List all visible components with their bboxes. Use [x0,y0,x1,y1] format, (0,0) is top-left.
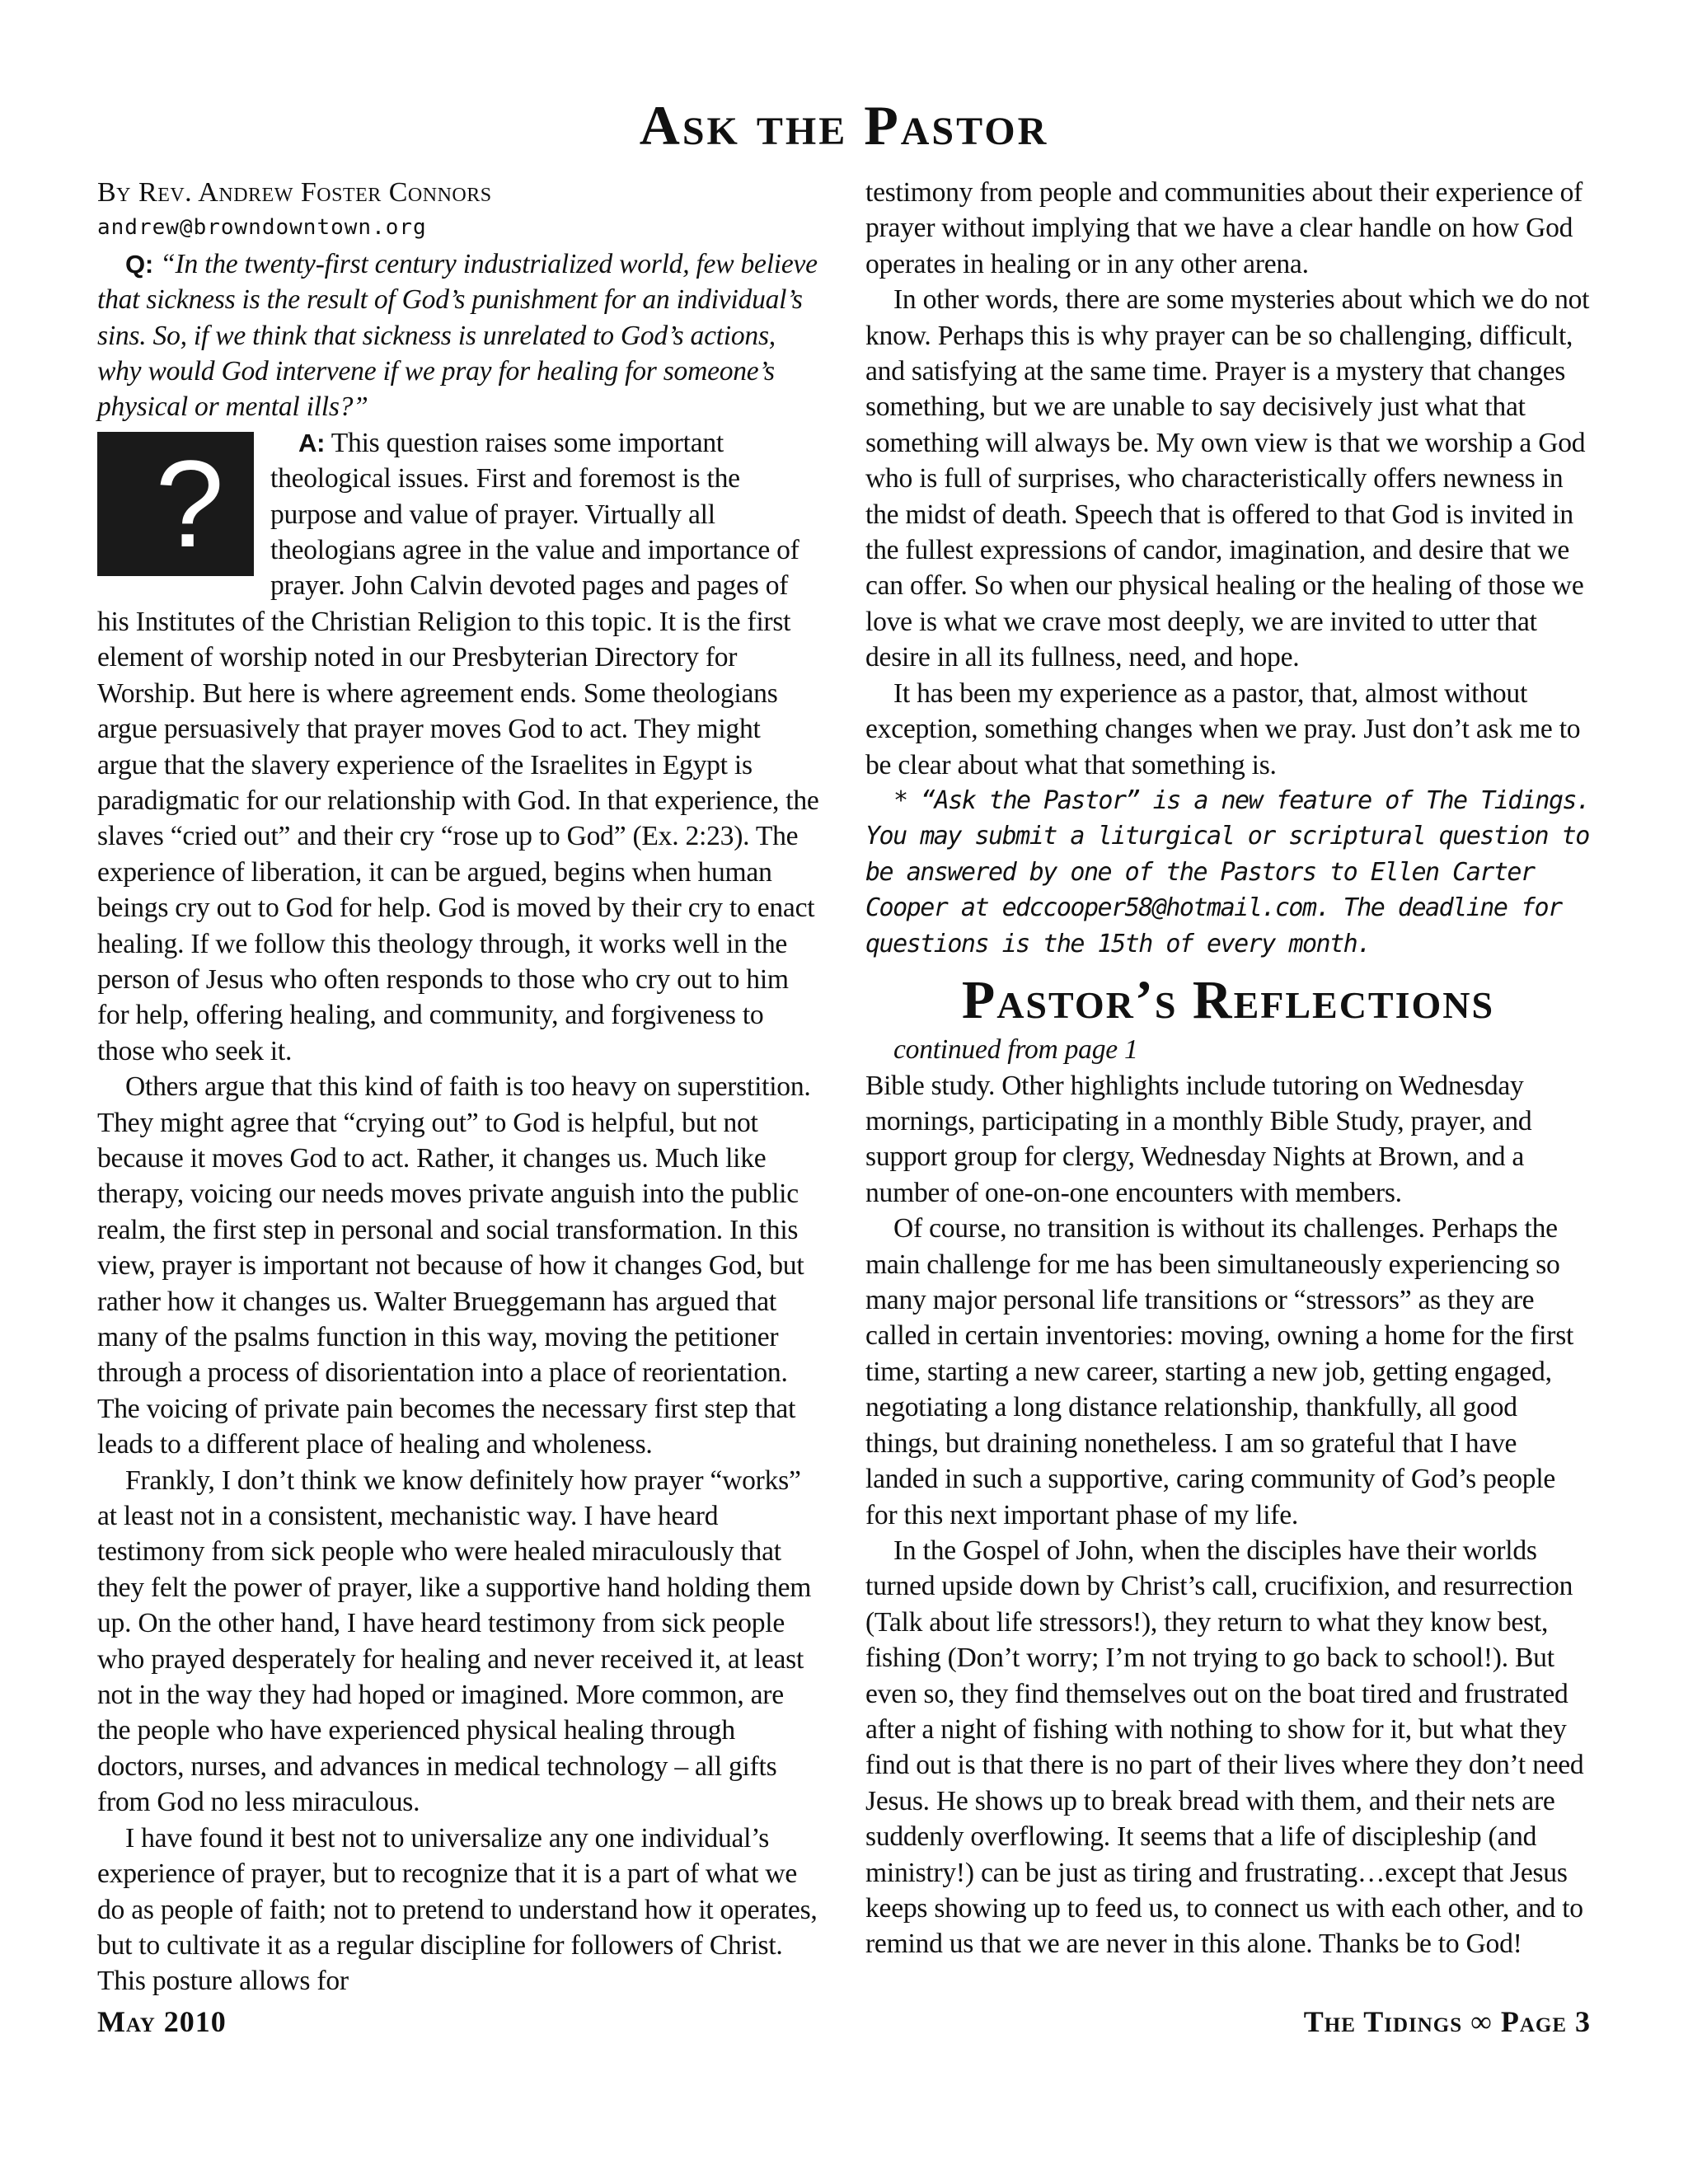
right-column [865,175,1591,1962]
continued-note: continued from page 1 [893,1034,1138,1066]
page-number: Page 3 [1500,2005,1591,2038]
question-label: Q: [125,249,153,279]
submission-note: * “Ask the Pastor” is a new feature of The Tidings. You may submit a liturgical or scriptural question to be answered by one of the Pastors to Ellen Carter Cooper at edccooper58@hotmail.com. The deadline for questions is the 15th of every month. [865,785,1590,958]
answer-text: This question raises some important theological issues. First and foremost is the purpose and value of prayer. Virtually all theologians agree in the value and importance of prayer. John Calvin devoted pages and pages of his Institutes of the Christian Religion to this topic. It is the first element of worship noted in our Presbyterian Directory for Worship. But here is where agreement ends. Some theologians argue persuasively that prayer moves God to act. They might argue that the slavery experience of the Israelites in Egypt is paradigmatic for our relationship with God. In that experience, the slaves “cried out” and their cry “rose up to God” (Ex. 2:23). The experience of liberation, it can be argued, begins when human beings cry out to God for help. God is moved by their cry to enact healing. If we follow this theology through, it works well in the person of Jesus who often responds to those who cry out to him for help, offering healing, and community, and forgiveness to those who seek it. [97,427,819,1066]
body-paragraph-continued: testimony from people and communities about their experience of prayer without implying that we have a clear handle on how God operates in healing or in any other arena. [865,177,1583,279]
body-paragraph: In other words, there are some mysteries about which we do not know. Perhaps this is why prayer can be so challenging, difficult, and satisfying at the same time. Prayer is a mystery that changes something, but we are unable to say decisively just what that something will always be. My own view is that we worship a God who is full of surprises, who characteristically offers newness in the midst of death. Speech that is offered to that God is invited in the fullest expressions of candor, imagination, and desire that we can offer. So when our physical healing or the healing of those we love is what we crave most deeply, we are invited to utter that desire in all its fullness, need, and hope. [865,284,1590,673]
publication-name: The Tidings [1303,2005,1463,2038]
answer-paragraph [97,425,823,1069]
body-paragraph: I have found it best not to universalize any one individual’s experience of prayer, but to recognize that it is a part of what we do as people of faith; not to pretend to understand how it operates, but to cultivate it as a regular discipline for followers of Christ. This posture allows for [97,1822,818,1997]
body-paragraph: Others argue that this kind of faith is too heavy on superstition. They might agree that “crying out” to God is helpful, but not because it moves God to act. Rather, it changes us. Much like therapy, voicing our needs moves private anguish into the public realm, the first step in personal and social transformation. In this view, prayer is important not because of how it changes God, but rather how it changes us. Walter Brueggemann has argued that many of the psalms function in this way, moving the petitioner through a process of disorientation into a place of reorientation. The voicing of private pain becomes the necessary first step that leads to a different place of healing and wholeness. [97,1071,811,1460]
question-paragraph [97,246,823,425]
answer-label: A: [298,428,326,457]
question-text: “In the twenty-first century industrialized world, few believe that sickness is the result of God’s punishment for an individual’s sins. So, if we think that sickness is unrelated to God’s actions, why would God intervene if we pray for healing for someone’s physical or mental ills?” [97,248,818,423]
reflections-paragraph: Of course, no transition is without its challenges. Perhaps the main challenge for me has been simultaneously experiencing so many major personal life transitions or “stressors” as they are called in certain inventories: moving, owning a home for the first time, starting a new career, starting a new job, getting engaged, negotiating a long distance relationship, thankfully, all good things, but draining nonetheless. I am so grateful that I have landed in such a supportive, caring community of God’s people for this next important phase of my life. [865,1213,1574,1530]
footer-date: May 2010 [97,2005,227,2038]
left-column [97,175,823,1999]
author-email: andrew@browndowntown.org [97,215,427,241]
reflections-paragraph: In the Gospel of John, when the disciples have their worlds turned upside down by Christ’s call, crucifixion, and resurrection (Talk about life stressors!), they return to what they know best, fishing (Don’t worry; I’m not trying to go back to school!). But even so, they find themselves out on the boat tired and frustrated after a night of fishing with nothing to show for it, but what they find out is that there is no part of their lives where they don’t need Jesus. He shows up to break bread with them, and their nets are suddenly overflowing. It seems that a life of discipleship (and ministry!) can be just as tiring and frustrating…except that Jesus keeps showing up to feed us, to connect us with each other, and to remind us that we are never in this alone. Thanks be to God! [865,1535,1584,1960]
byline: By Rev. Andrew Foster Connors [97,177,492,208]
body-paragraph: It has been my experience as a pastor, that, almost without exception, something changes when we pray. Just don’t ask me to be clear about what that something is. [865,677,1581,780]
article-title: Ask the Pastor [639,94,1049,157]
reflections-paragraph: Bible study. Other highlights include tutoring on Wednesday mornings, participating in a monthly Bible Study, prayer, and support group for clergy, Wednesday Nights at Brown, and a number of one-on-one encounters with members. [865,1070,1532,1208]
ornament-icon: ∞ [1470,2005,1493,2038]
reflections-title: Pastor’s Reflections [961,969,1495,1030]
body-paragraph: Frankly, I don’t think we know definitely how prayer “works” at least not in a consistent, mechanistic way. I have heard testimony from sick people who were healed miraculously that they felt the power of prayer, like a supportive hand holding them up. On the other hand, I have heard testimony from sick people who prayed desperately for healing and never received it, at least not in the way they had hoped or imagined. More common, are the people who have experienced physical healing through doctors, nurses, and advances in medical technology – all gifts from God no less miraculous. [97,1465,812,1818]
footer-publication [1304,2004,1591,2039]
question-mark-icon: ? [97,432,254,576]
